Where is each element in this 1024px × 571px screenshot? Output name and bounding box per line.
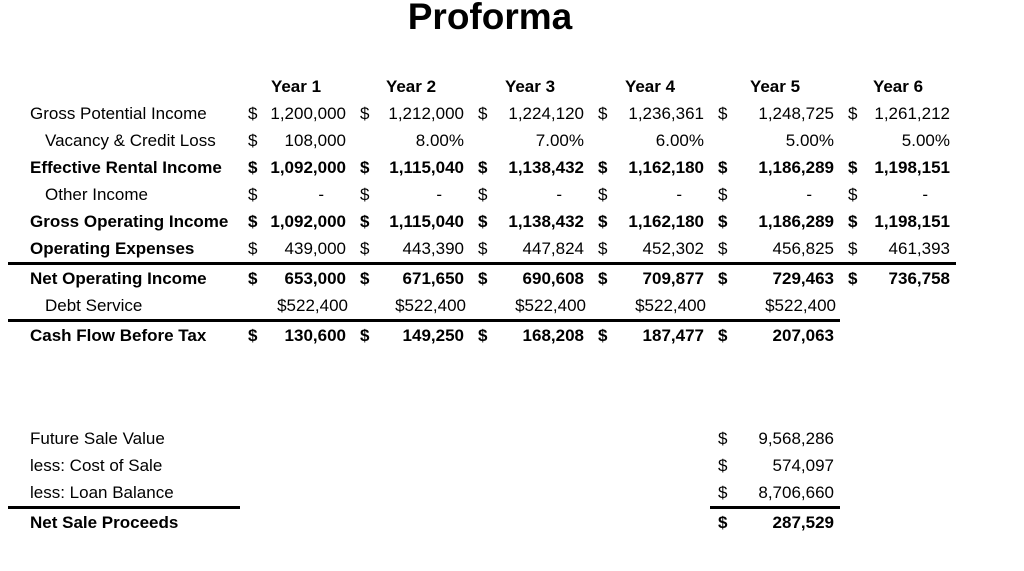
- currency-symbol: $: [248, 185, 258, 204]
- header-empty: [8, 73, 240, 100]
- amount: -: [556, 185, 562, 204]
- cell-year3: [470, 100, 590, 127]
- amount: 447,824: [522, 239, 584, 258]
- amount: $522,400: [765, 296, 836, 315]
- amount: 8.00%: [415, 131, 464, 150]
- cell-year3: [470, 321, 590, 350]
- currency-symbol: $: [478, 185, 488, 204]
- cell-year6: [840, 321, 956, 350]
- amount: 1,248,725: [758, 104, 834, 123]
- cell-year1: [240, 235, 352, 264]
- currency-symbol: $: [248, 131, 258, 150]
- cell-year1: [240, 100, 352, 127]
- cell-year6: [840, 264, 956, 293]
- cell-year2: [352, 264, 470, 293]
- currency-symbol: $: [718, 429, 728, 448]
- row-label: Gross Potential Income: [30, 104, 207, 123]
- cell-year5: [710, 100, 840, 127]
- amount: 1,092,000: [270, 212, 346, 231]
- currency-symbol: $: [718, 239, 728, 258]
- row-label: less: Cost of Sale: [30, 456, 163, 475]
- amount: 1,198,151: [874, 212, 950, 231]
- amount: $522,400: [635, 296, 706, 315]
- page-title: Proforma: [407, 0, 573, 37]
- cell-year5: [710, 292, 840, 321]
- cell-year2: [352, 154, 470, 181]
- amount: 1,115,040: [389, 158, 464, 177]
- amount: 6.00%: [655, 131, 704, 150]
- row-label: Other Income: [45, 185, 148, 204]
- currency-symbol: $: [848, 212, 858, 231]
- amount: -: [806, 185, 812, 204]
- amount: 1,162,180: [628, 212, 704, 231]
- currency-symbol: $: [248, 158, 258, 177]
- cell-year6: [840, 208, 956, 235]
- amount: 729,463: [772, 269, 834, 288]
- amount: 653,000: [284, 269, 346, 288]
- amount: 709,877: [642, 269, 704, 288]
- amount: 439,000: [284, 239, 346, 258]
- cell-year1: [240, 264, 352, 293]
- amount: 5.00%: [901, 131, 950, 150]
- currency-symbol: $: [718, 185, 728, 204]
- table-row-net-operating-income: [8, 264, 956, 293]
- currency-symbol: $: [248, 104, 258, 123]
- currency-symbol: $: [598, 269, 608, 288]
- cell-year3: [470, 208, 590, 235]
- table-row-cash-flow-before-tax: [8, 321, 956, 350]
- currency-symbol: $: [478, 104, 488, 123]
- currency-symbol: $: [718, 212, 728, 231]
- currency-symbol: $: [478, 269, 488, 288]
- currency-symbol: $: [478, 158, 488, 177]
- amount: 1,198,151: [874, 158, 950, 177]
- currency-symbol: $: [248, 269, 258, 288]
- cell-year1: [240, 181, 352, 208]
- amount: 690,608: [522, 269, 584, 288]
- row-label: Gross Operating Income: [30, 212, 229, 231]
- cell-year6: [840, 127, 956, 154]
- cell-year4: [590, 321, 710, 350]
- cell-year6: [840, 154, 956, 181]
- amount: 1,236,361: [628, 104, 704, 123]
- currency-symbol: $: [718, 104, 728, 123]
- currency-symbol: $: [848, 158, 858, 177]
- amount: 574,097: [772, 456, 834, 475]
- header-year4: Year 4: [624, 77, 676, 96]
- cell-year4: [590, 100, 710, 127]
- table-row-cost-of-sale: [8, 452, 956, 479]
- cell-year3: [470, 292, 590, 321]
- amount: 187,477: [642, 326, 704, 345]
- cell-year2: [352, 321, 470, 350]
- empty-cell: [840, 425, 956, 452]
- amount: 1,224,120: [508, 104, 584, 123]
- amount: 1,138,432: [508, 158, 584, 177]
- proforma-table: [8, 73, 956, 349]
- cell-year4: [590, 264, 710, 293]
- amount: 207,063: [772, 326, 834, 345]
- amount: 443,390: [402, 239, 464, 258]
- amount: 9,568,286: [758, 429, 834, 448]
- sale-section-table: [8, 425, 956, 536]
- table-row-vacancy-credit-loss: [8, 127, 956, 154]
- currency-symbol: $: [360, 185, 370, 204]
- currency-symbol: $: [598, 239, 608, 258]
- cell-year5: [710, 154, 840, 181]
- table-row-gross-potential-income: [8, 100, 956, 127]
- cell-year6: [840, 100, 956, 127]
- cell-year5: [710, 235, 840, 264]
- amount: 1,092,000: [270, 158, 346, 177]
- amount: 456,825: [772, 239, 834, 258]
- currency-symbol: $: [718, 269, 728, 288]
- currency-symbol: $: [360, 104, 370, 123]
- amount: 736,758: [888, 269, 950, 288]
- table-row-net-sale-proceeds: [8, 508, 956, 537]
- cell-year3: [470, 181, 590, 208]
- cell-year4: [590, 292, 710, 321]
- table-row-loan-balance: [8, 479, 956, 508]
- cell-year2: [352, 235, 470, 264]
- currency-symbol: $: [848, 239, 858, 258]
- row-label: Operating Expenses: [8, 235, 240, 264]
- row-label: Cash Flow Before Tax: [30, 326, 207, 345]
- amount: $522,400: [395, 296, 466, 315]
- currency-symbol: $: [598, 212, 608, 231]
- cell-year3: [470, 154, 590, 181]
- currency-symbol: $: [598, 158, 608, 177]
- amount: $522,400: [277, 296, 348, 315]
- cell-year1: [240, 292, 352, 321]
- row-label: Future Sale Value: [30, 429, 165, 448]
- amount: -: [436, 185, 442, 204]
- spacer-cell: [240, 508, 710, 537]
- row-label: Net Operating Income: [30, 269, 207, 288]
- row-label: Debt Service: [8, 292, 240, 321]
- cell-year1: [240, 208, 352, 235]
- spacer-cell: [240, 452, 710, 479]
- currency-symbol: $: [360, 269, 370, 288]
- cell-year5: [710, 181, 840, 208]
- currency-symbol: $: [360, 326, 370, 345]
- amount: 1,162,180: [628, 158, 704, 177]
- currency-symbol: $: [598, 326, 608, 345]
- cell-year1: [240, 154, 352, 181]
- amount: 287,529: [772, 513, 834, 532]
- empty-cell: [840, 508, 956, 537]
- header-year1: Year 1: [270, 77, 322, 96]
- header-year5: Year 5: [749, 77, 801, 96]
- cell-year2: [352, 292, 470, 321]
- cell-year4: [590, 235, 710, 264]
- cell-year5: [710, 321, 840, 350]
- header-year3: Year 3: [504, 77, 556, 96]
- cell-year5: [710, 264, 840, 293]
- currency-symbol: $: [718, 326, 728, 345]
- row-label: Vacancy & Credit Loss: [45, 131, 216, 150]
- cell-year3: [470, 127, 590, 154]
- table-row-debt-service: [8, 292, 956, 321]
- cell-year1: [240, 127, 352, 154]
- cell-year5: [710, 127, 840, 154]
- cell-year4: [590, 181, 710, 208]
- cell-year4: [590, 127, 710, 154]
- cell-year1: [240, 321, 352, 350]
- spacer-cell: [240, 479, 710, 508]
- empty-cell: [840, 452, 956, 479]
- cell-year6: [840, 235, 956, 264]
- cell-year4: [590, 154, 710, 181]
- cell-year3: [470, 235, 590, 264]
- amount: 1,261,212: [874, 104, 950, 123]
- cell-year3: [470, 264, 590, 293]
- currency-symbol: $: [848, 185, 858, 204]
- amount: -: [318, 185, 324, 204]
- amount: 130,600: [284, 326, 346, 345]
- currency-symbol: $: [718, 158, 728, 177]
- currency-symbol: $: [598, 185, 608, 204]
- amount: 1,115,040: [389, 212, 464, 231]
- currency-symbol: $: [360, 212, 370, 231]
- currency-symbol: $: [478, 326, 488, 345]
- cell-year5: [710, 452, 840, 479]
- table-row-gross-operating-income: [8, 208, 956, 235]
- amount: 452,302: [642, 239, 704, 258]
- cell-year5: [710, 508, 840, 537]
- currency-symbol: $: [848, 104, 858, 123]
- amount: 7.00%: [535, 131, 584, 150]
- currency-symbol: $: [360, 158, 370, 177]
- amount: 108,000: [284, 131, 346, 150]
- row-label: Net Sale Proceeds: [30, 513, 179, 532]
- amount: 5.00%: [785, 131, 834, 150]
- header-year2: Year 2: [385, 77, 437, 96]
- empty-cell: [840, 479, 956, 508]
- table-row-effective-rental-income: [8, 154, 956, 181]
- cell-year2: [352, 181, 470, 208]
- cell-year2: [352, 100, 470, 127]
- currency-symbol: $: [360, 239, 370, 258]
- amount: 168,208: [522, 326, 584, 345]
- table-row-future-sale-value: [8, 425, 956, 452]
- cell-year2: [352, 127, 470, 154]
- currency-symbol: $: [718, 513, 728, 532]
- row-label: less: Loan Balance: [8, 479, 240, 508]
- currency-symbol: $: [718, 483, 728, 502]
- currency-symbol: $: [478, 239, 488, 258]
- amount: 1,212,000: [388, 104, 464, 123]
- amount: 1,200,000: [270, 104, 346, 123]
- currency-symbol: $: [718, 456, 728, 475]
- currency-symbol: $: [478, 212, 488, 231]
- table-row-other-income: [8, 181, 956, 208]
- currency-symbol: $: [248, 239, 258, 258]
- amount: 149,250: [402, 326, 464, 345]
- header-row: [8, 73, 956, 100]
- cell-year5: [710, 425, 840, 452]
- amount: 1,186,289: [758, 158, 834, 177]
- cell-year6: [840, 292, 956, 321]
- currency-symbol: $: [598, 104, 608, 123]
- currency-symbol: $: [848, 269, 858, 288]
- amount: 671,650: [402, 269, 464, 288]
- cell-year6: [840, 181, 956, 208]
- amount: 1,138,432: [508, 212, 584, 231]
- currency-symbol: $: [248, 212, 258, 231]
- cell-year5: [710, 208, 840, 235]
- amount: $522,400: [515, 296, 586, 315]
- table-row-operating-expenses: [8, 235, 956, 264]
- amount: 1,186,289: [758, 212, 834, 231]
- header-year6: Year 6: [872, 77, 924, 96]
- amount: 461,393: [888, 239, 950, 258]
- amount: 8,706,660: [758, 483, 834, 502]
- cell-year5: [710, 479, 840, 508]
- amount: -: [676, 185, 682, 204]
- cell-year2: [352, 208, 470, 235]
- currency-symbol: $: [248, 326, 258, 345]
- row-label: Effective Rental Income: [30, 158, 222, 177]
- spacer-cell: [240, 425, 710, 452]
- cell-year4: [590, 208, 710, 235]
- amount: -: [922, 185, 928, 204]
